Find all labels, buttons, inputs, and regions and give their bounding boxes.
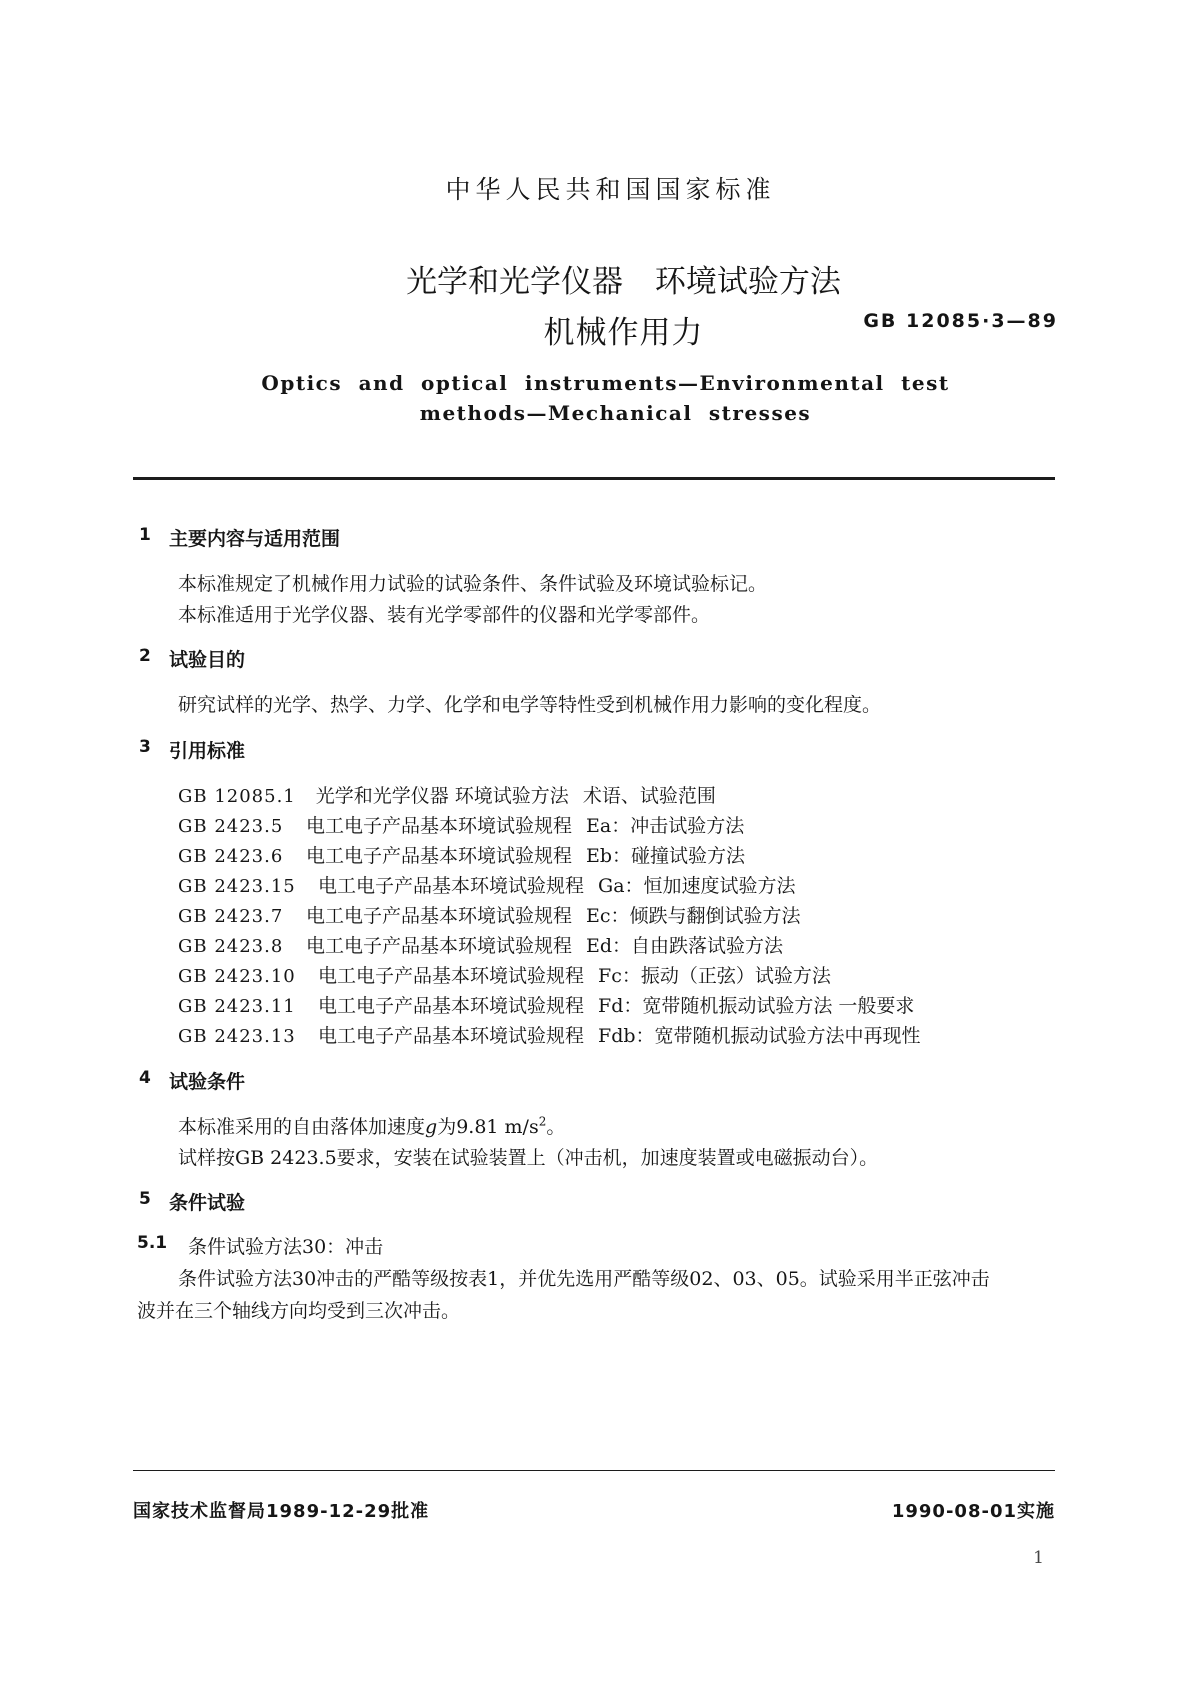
reference-method: Ea：冲击试验方法 xyxy=(586,815,745,837)
reference-method: 术语、试验范围 xyxy=(582,785,716,807)
reference-code: GB 2423.6 xyxy=(178,846,284,867)
section-1-title: 主要内容与适用范围 xyxy=(169,528,341,550)
title-en-line2: methods—Mechanical stresses xyxy=(419,401,812,425)
reference-method: Ed：自由跌落试验方法 xyxy=(586,935,784,957)
section-5-title: 条件试验 xyxy=(169,1192,246,1214)
header-divider xyxy=(133,477,1055,480)
gravity-symbol: g xyxy=(425,1116,438,1138)
reference-title: 电工电子产品基本环境试验规程 xyxy=(306,845,573,867)
section-1-line: 本标准适用于光学仪器、装有光学零部件的仪器和光学零部件。 xyxy=(178,604,711,626)
subsection-5-1-title: 条件试验方法30：冲击 xyxy=(188,1236,384,1258)
reference-code: GB 2423.5 xyxy=(178,816,284,837)
reference-row xyxy=(178,1021,921,1048)
section-2-number: 2 xyxy=(139,646,151,666)
standard-number: GB 12085·3—89 xyxy=(863,310,1058,332)
reference-title: 电工电子产品基本环境试验规程 xyxy=(318,995,585,1017)
section-3-number: 3 xyxy=(139,737,151,757)
reference-row xyxy=(178,811,744,838)
reference-title: 电工电子产品基本环境试验规程 xyxy=(306,905,573,927)
reference-title: 电工电子产品基本环境试验规程 xyxy=(318,875,585,897)
section-4-line: 试样按GB 2423.5要求，安装在试验装置上（冲击机，加速度装置或电磁振动台）。 xyxy=(178,1147,879,1169)
issuing-body: 中华人民共和国国家标准 xyxy=(445,175,776,204)
title-zh-line2: 机械作用力 xyxy=(543,315,704,351)
reference-method: Ec：倾跌与翻倒试验方法 xyxy=(586,905,801,927)
section-3-title: 引用标准 xyxy=(169,740,246,762)
gravity-text-prefix: 本标准采用的自由落体加速度 xyxy=(178,1116,426,1138)
reference-row xyxy=(178,841,745,868)
section-5-number: 5 xyxy=(139,1189,151,1209)
subsection-5-1-line: 条件试验方法30冲击的严酷等级按表1，并优先选用严酷等级02、03、05。试验采用半正弦冲击 xyxy=(178,1268,990,1290)
reference-code: GB 2423.11 xyxy=(178,996,296,1017)
page-number: 1 xyxy=(1033,1548,1044,1568)
reference-row xyxy=(178,961,831,988)
section-1-number: 1 xyxy=(139,525,151,545)
reference-code: GB 2423.15 xyxy=(178,876,296,897)
reference-code: GB 2423.7 xyxy=(178,906,284,927)
title-zh-line1: 光学和光学仪器 环境试验方法 xyxy=(406,264,841,300)
reference-row xyxy=(178,931,783,958)
reference-method: Fc：振动（正弦）试验方法 xyxy=(598,965,831,987)
reference-code: GB 2423.8 xyxy=(178,936,284,957)
gravity-value: 为9.81 m/s xyxy=(437,1116,539,1138)
section-4-number: 4 xyxy=(139,1068,151,1088)
reference-method: Fdb：宽带随机振动试验方法中再现性 xyxy=(598,1025,921,1047)
reference-row xyxy=(178,871,796,898)
reference-title: 电工电子产品基本环境试验规程 xyxy=(306,815,573,837)
reference-title: 电工电子产品基本环境试验规程 xyxy=(306,935,573,957)
reference-method: Ga：恒加速度试验方法 xyxy=(598,875,796,897)
reference-code: GB 12085.1 xyxy=(178,786,296,807)
reference-code: GB 2423.13 xyxy=(178,1026,296,1047)
reference-title: 电工电子产品基本环境试验规程 xyxy=(318,965,585,987)
section-4-title: 试验条件 xyxy=(169,1071,246,1093)
gravity-text-end: 。 xyxy=(546,1116,566,1138)
section-2-title: 试验目的 xyxy=(169,649,246,671)
reference-row xyxy=(178,901,801,928)
reference-code: GB 2423.10 xyxy=(178,966,296,987)
reference-row xyxy=(178,991,914,1018)
approval-date: 国家技术监督局1989-12-29批准 xyxy=(133,1501,430,1522)
subsection-5-1-line: 波并在三个轴线方向均受到三次冲击。 xyxy=(137,1300,461,1322)
reference-row xyxy=(178,781,716,808)
reference-method: Eb：碰撞试验方法 xyxy=(586,845,746,867)
implementation-date: 1990-08-01实施 xyxy=(891,1501,1055,1522)
section-4-line xyxy=(178,1112,565,1139)
section-1-line: 本标准规定了机械作用力试验的试验条件、条件试验及环境试验标记。 xyxy=(178,573,768,595)
subsection-5-1-number: 5.1 xyxy=(137,1233,168,1253)
title-en-line1: Optics and optical instruments—Environmental test xyxy=(261,371,950,395)
section-2-line: 研究试样的光学、热学、力学、化学和电学等特性受到机械作用力影响的变化程度。 xyxy=(178,694,882,716)
reference-method: Fd：宽带随机振动试验方法 一般要求 xyxy=(598,995,915,1017)
gravity-exponent: 2 xyxy=(538,1114,547,1129)
reference-title: 光学和光学仪器 环境试验方法 xyxy=(315,785,569,807)
reference-title: 电工电子产品基本环境试验规程 xyxy=(318,1025,585,1047)
footer-divider xyxy=(133,1470,1055,1471)
